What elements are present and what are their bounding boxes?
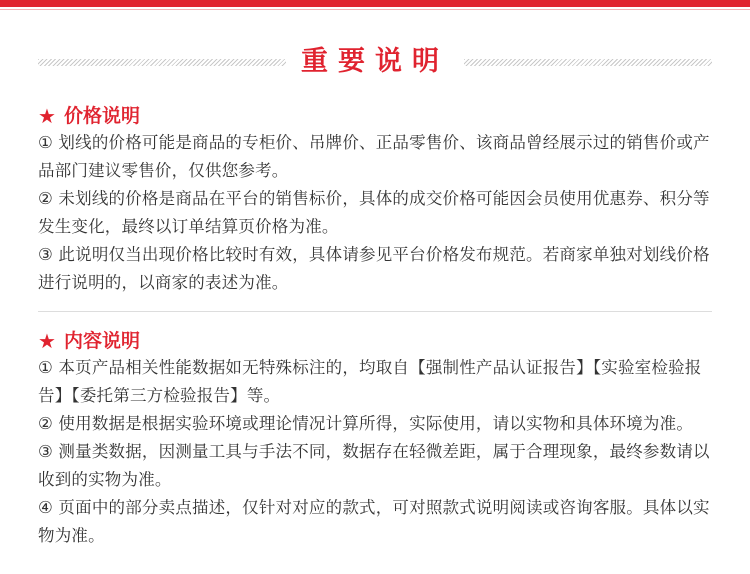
paragraph: ① 本页产品相关性能数据如无特殊标注的，均取自【强制性产品认证报告】【实验室检验报告】【委托第三方检验报告】等。 — [38, 358, 702, 405]
paragraph: ① 划线的价格可能是商品的专柜价、吊牌价、正品零售价、该商品曾经展示过的销售价或产品部门建议零售价，仅供您参考。 — [38, 133, 710, 180]
star-icon: ★ — [38, 329, 56, 353]
paragraph: ② 使用数据是根据实验环境或理论情况计算所得，实际使用，请以实物和具体环境为准。 — [38, 414, 694, 433]
section-heading — [38, 328, 714, 354]
price-notice-section — [38, 103, 714, 297]
paragraph: ③ 测量类数据，因测量工具与手法不同，数据存在轻微差距，属于合理现象，最终参数请以收到的实物为准。 — [38, 442, 710, 489]
star-icon: ★ — [38, 104, 56, 128]
paragraph: ④ 页面中的部分卖点描述，仅针对对应的款式，可对照款式说明阅读或咨询客服。具体以实物为准。 — [38, 498, 710, 545]
section-heading-text: 内容说明 — [63, 330, 140, 352]
section-heading-text: 价格说明 — [63, 105, 140, 127]
paragraph: ② 未划线的价格是商品在平台的销售标价，具体的成交价格可能因会员使用优惠券、积分等发生变化，最终以订单结算页价格为准。 — [38, 189, 710, 236]
title-hatch-right — [464, 59, 712, 66]
top-bar-thin-line — [0, 9, 750, 10]
page-title: 重要说明 — [301, 46, 449, 77]
content-notice-section — [38, 328, 714, 550]
title-row — [38, 40, 712, 84]
section-divider — [38, 311, 712, 312]
section-heading — [38, 103, 714, 129]
top-accent-bar — [0, 0, 750, 7]
paragraph: ③ 此说明仅当出现价格比较时有效，具体请参见平台价格发布规范。若商家单独对划线价格进行说明的，以商家的表述为准。 — [38, 245, 710, 292]
